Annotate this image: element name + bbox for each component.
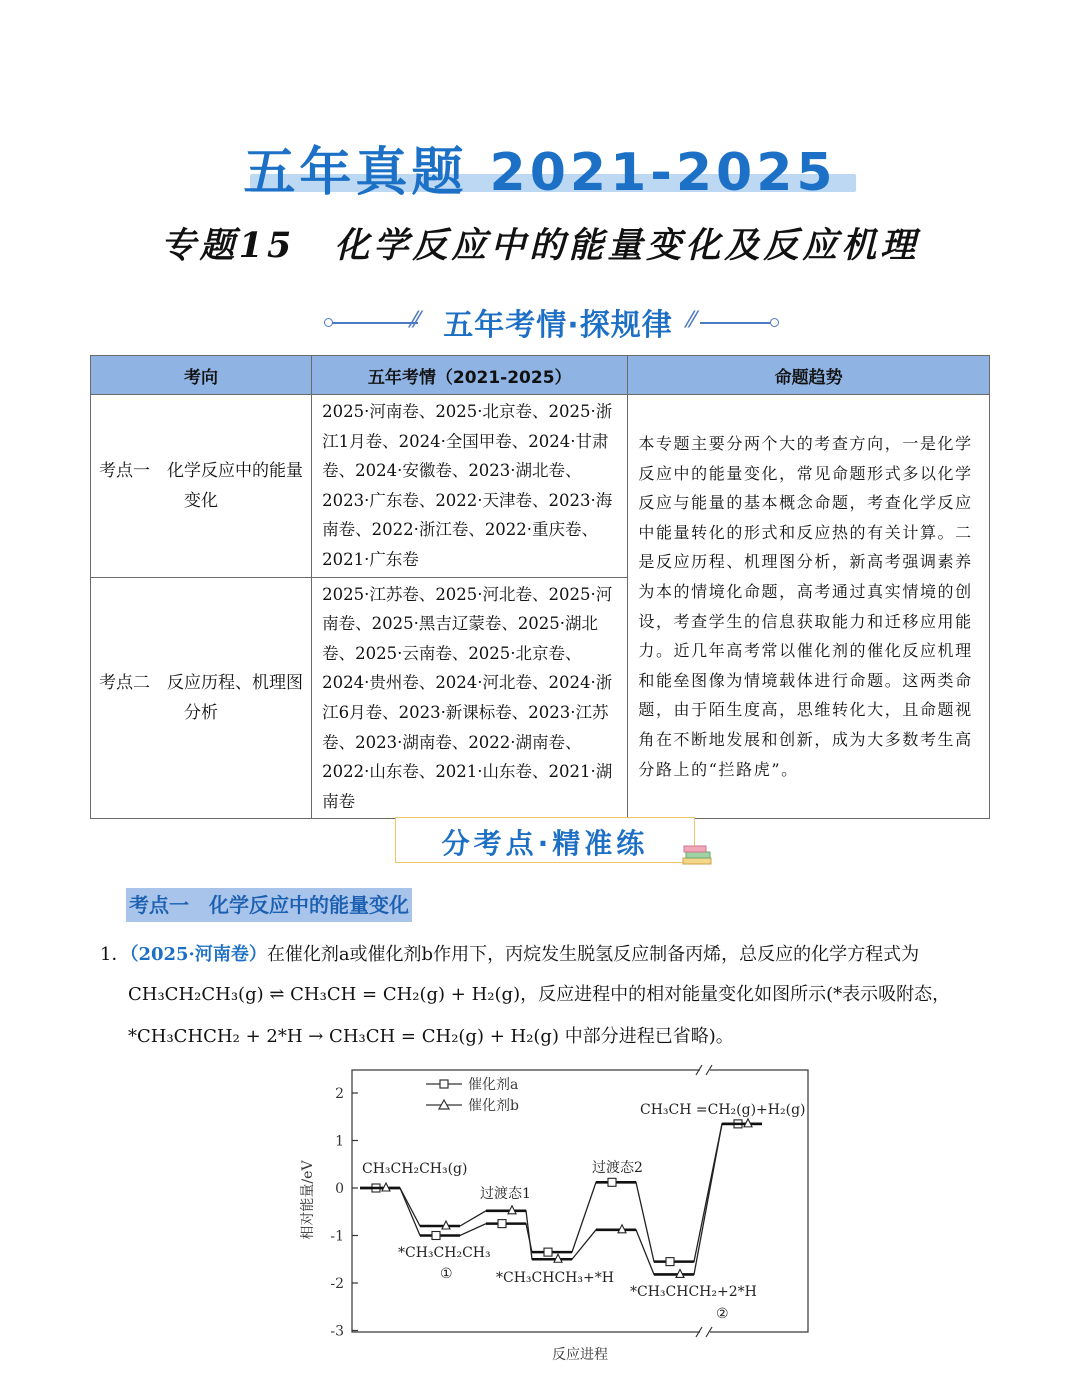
left-slash-icon: ⁄⁄ <box>412 308 420 333</box>
y-tick-label: 1 <box>335 1133 344 1150</box>
y-tick-label: -2 <box>330 1276 344 1292</box>
section-title: 五年考情·探规律 <box>443 308 673 343</box>
question-line-1 <box>100 940 919 966</box>
header-cell: 五年考情（2021-2025） <box>312 356 628 395</box>
label-ts1: 过渡态1 <box>480 1186 531 1202</box>
banner <box>0 128 1080 203</box>
data-point <box>666 1258 674 1266</box>
overview-table <box>90 355 990 819</box>
series-line <box>360 1124 762 1262</box>
legend-marker-a <box>440 1080 448 1088</box>
books-icon <box>681 842 715 868</box>
left-divider <box>332 322 418 324</box>
label-mark-1: ① <box>440 1266 453 1282</box>
topic-cell: 考点二 反应历程、机理图分析 <box>91 577 312 819</box>
question-text: 在催化剂a或催化剂b作用下，丙烷发生脱氢反应制备丙烯，总反应的化学方程式为 <box>266 944 920 965</box>
y-ticks <box>330 1086 358 1340</box>
question-source: （2025·河南卷） <box>129 944 267 965</box>
question-line-3: *CH₃CHCH₂ + 2*H → CH₃CH = CH₂(g) + H₂(g) 中部分进程已省略)。 <box>128 1026 734 1047</box>
right-divider <box>700 322 770 324</box>
y-tick-label: 0 <box>335 1181 344 1197</box>
subject-title: 专题15 化学反应中的能量变化及反应机理 <box>160 225 920 266</box>
data-point <box>544 1248 552 1256</box>
right-dot-icon <box>770 318 779 327</box>
topic-cell: 考点一 化学反应中的能量变化 <box>91 395 312 578</box>
label-adsorbed: *CH₃CH₂CH₃ <box>398 1245 491 1261</box>
papers-cell: 2025·河南卷、2025·北京卷、2025·浙江1月卷、2024·全国甲卷、2024·甘肃卷、2024·安徽卷、2023·湖北卷、2023·广东卷、2022·天津卷、2023·海南卷、2022·浙江卷、2022·重庆卷、2021·广东卷 <box>312 395 628 578</box>
header-cell: 考向 <box>91 356 312 395</box>
data-point <box>432 1232 440 1240</box>
question-line-2: CH₃CH₂CH₃(g) ⇌ CH₃CH = CH₂(g) + H₂(g)，反应进程中的相对能量变化如图所示(*表示吸附态， <box>128 984 951 1005</box>
energy-chart-svg <box>290 1060 830 1380</box>
header-cell: 命题趋势 <box>628 356 990 395</box>
table-header-row <box>91 356 990 395</box>
label-intermediate-2: *CH₃CHCH₂+2*H <box>630 1284 757 1300</box>
energy-chart <box>290 1060 830 1380</box>
series-a <box>360 1120 762 1266</box>
y-tick-label: -3 <box>330 1323 344 1340</box>
label-mark-2: ② <box>716 1306 729 1322</box>
table-row <box>91 395 990 578</box>
banner-title: 五年真题 2021-2025 <box>243 143 837 203</box>
section-title: 分考点·精准练 <box>441 827 649 860</box>
legend-label-a: 催化剂a <box>468 1077 519 1093</box>
right-slash-icon: ⁄⁄ <box>688 308 696 333</box>
data-point <box>498 1220 506 1228</box>
label-reactant: CH₃CH₂CH₃(g) <box>362 1161 468 1177</box>
y-axis-label: 相对能量/eV <box>300 1160 316 1240</box>
y-tick-label: 2 <box>335 1086 344 1102</box>
papers-cell: 2025·江苏卷、2025·河北卷、2025·河南卷、2025·黑吉辽蒙卷、2025·湖北卷、2025·云南卷、2025·北京卷、2024·贵州卷、2024·河北卷、2024·浙江6月卷、2023·新课标卷、2023·江苏卷、2023·湖南卷、2022·湖南卷、2022·山东卷、2021·山东卷、2021·湖南卷 <box>312 577 628 819</box>
question-number: 1． <box>100 944 130 965</box>
label-ts2: 过渡态2 <box>592 1160 643 1176</box>
data-point <box>608 1178 616 1186</box>
legend <box>426 1076 519 1114</box>
legend-label-b: 催化剂b <box>468 1098 519 1114</box>
section-header-trends <box>320 300 780 343</box>
topic-header: 考点一 化学反应中的能量变化 <box>126 888 412 922</box>
x-axis-label: 反应进程 <box>552 1347 608 1363</box>
trend-cell: 本专题主要分两个大的考查方向，一是化学反应中的能量变化，常见命题形式多以化学反应与能量的基本概念命题，考查化学反应中能量转化的形式和反应热的有关计算。二是反应历程、机理图分析，新高考强调素养为本的情境化命题，高考通过真实情境的创设，考查学生的信息获取能力和迁移应用能力。近几年高考常以催化剂的催化反应机理和能垒图像为情境载体进行命题。这两类命题，由于陌生度高，思维转化大，且命题视角在不断地发展和创新，成为大多数考生高分路上的“拦路虎”。 <box>628 395 990 819</box>
label-intermediate: *CH₃CHCH₃+*H <box>496 1270 614 1286</box>
label-product: CH₃CH =CH₂(g)+H₂(g) <box>640 1102 806 1118</box>
y-tick-label: -1 <box>330 1228 344 1245</box>
section-header-practice <box>395 817 695 863</box>
